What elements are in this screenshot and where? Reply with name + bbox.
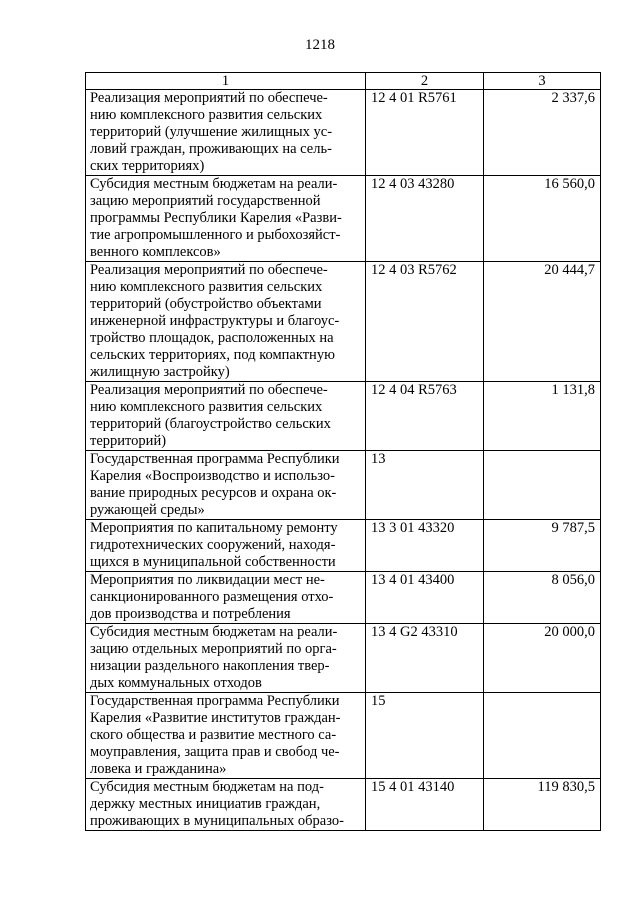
description-line: гидротехнических сооружений, находя-	[90, 537, 336, 553]
column-header-1: 1	[86, 73, 366, 90]
description-line: ружающей среды»	[90, 502, 205, 518]
description-line: Субсидия местным бюджетам на под-	[90, 779, 324, 795]
row-description	[86, 90, 366, 176]
row-code: 13 3 01 43320	[366, 520, 484, 572]
row-code: 12 4 03 43280	[366, 176, 484, 262]
description-line: Субсидия местным бюджетам на реали-	[90, 624, 338, 640]
row-amount: 1 131,8	[484, 382, 601, 451]
description-line: держку местных инициатив граждан,	[90, 796, 321, 812]
table-row	[86, 90, 601, 176]
description-line: территорий)	[90, 433, 167, 449]
description-line: Мероприятия по ликвидации мест не-	[90, 572, 325, 588]
description-line: Карелия «Развитие институтов граждан-	[90, 710, 341, 726]
row-description	[86, 262, 366, 382]
row-amount: 9 787,5	[484, 520, 601, 572]
table-header-row	[86, 73, 601, 90]
description-line: санкционированного размещения отхо-	[90, 589, 334, 605]
row-description	[86, 520, 366, 572]
description-line: моуправления, защита прав и свобод че-	[90, 744, 340, 760]
description-line: территорий (благоустройство сельских	[90, 416, 331, 432]
row-amount: 2 337,6	[484, 90, 601, 176]
description-line: Карелия «Воспроизводство и использо-	[90, 468, 335, 484]
description-line: ских территориях)	[90, 158, 205, 174]
table-row	[86, 176, 601, 262]
row-amount: 20 444,7	[484, 262, 601, 382]
row-code: 15	[366, 693, 484, 779]
description-line: дов производства и потребления	[90, 606, 291, 622]
description-line: Реализация мероприятий по обеспече-	[90, 90, 328, 106]
description-line: Субсидия местным бюджетам на реали-	[90, 176, 338, 192]
row-description	[86, 779, 366, 831]
description-line: проживающих в муниципальных образо-	[90, 813, 344, 829]
description-line: нию комплексного развития сельских	[90, 279, 323, 295]
description-line: Государственная программа Республики	[90, 451, 340, 467]
row-amount: 8 056,0	[484, 572, 601, 624]
table-row	[86, 520, 601, 572]
description-line: жилищную застройку)	[90, 364, 230, 380]
row-amount: 119 830,5	[484, 779, 601, 831]
description-line: территорий (улучшение жилищных ус-	[90, 124, 333, 140]
row-amount: 20 000,0	[484, 624, 601, 693]
row-description	[86, 382, 366, 451]
budget-table	[85, 72, 601, 831]
table-row	[86, 572, 601, 624]
description-line: Государственная программа Республики	[90, 693, 340, 709]
row-code: 13 4 G2 43310	[366, 624, 484, 693]
description-line: Реализация мероприятий по обеспече-	[90, 382, 328, 398]
description-line: низации раздельного накопления твер-	[90, 658, 330, 674]
row-code: 12 4 04 R5763	[366, 382, 484, 451]
description-line: территорий (обустройство объектами	[90, 296, 322, 312]
table-row	[86, 779, 601, 831]
row-code: 13 4 01 43400	[366, 572, 484, 624]
column-header-2: 2	[366, 73, 484, 90]
description-line: тие агропромышленного и рыбохозяйст-	[90, 227, 341, 243]
row-description	[86, 451, 366, 520]
description-line: зацию мероприятий государственной	[90, 193, 321, 209]
description-line: ского общества и развитие местного са-	[90, 727, 337, 743]
table-row	[86, 451, 601, 520]
description-line: нию комплексного развития сельских	[90, 107, 323, 123]
description-line: Реализация мероприятий по обеспече-	[90, 262, 328, 278]
row-code: 12 4 03 R5762	[366, 262, 484, 382]
description-line: инженерной инфраструктуры и благоус-	[90, 313, 340, 329]
row-amount	[484, 693, 601, 779]
description-line: венного комплексов»	[90, 244, 221, 260]
row-description	[86, 176, 366, 262]
page-number: 1218	[305, 37, 335, 53]
row-code: 12 4 01 R5761	[366, 90, 484, 176]
row-amount: 16 560,0	[484, 176, 601, 262]
row-amount	[484, 451, 601, 520]
row-description	[86, 693, 366, 779]
description-line: зацию отдельных мероприятий по орга-	[90, 641, 337, 657]
description-line: вание природных ресурсов и охрана ок-	[90, 485, 337, 501]
description-line: сельских территориях, под компактную	[90, 347, 335, 363]
description-line: программы Республики Карелия «Разви-	[90, 210, 342, 226]
column-header-3: 3	[484, 73, 601, 90]
table-row	[86, 624, 601, 693]
table-row	[86, 262, 601, 382]
description-line: ловий граждан, проживающих на сель-	[90, 141, 332, 157]
description-line: Мероприятия по капитальному ремонту	[90, 520, 338, 536]
description-line: дых коммунальных отходов	[90, 675, 262, 691]
description-line: тройство площадок, расположенных на	[90, 330, 334, 346]
description-line: нию комплексного развития сельских	[90, 399, 323, 415]
description-line: щихся в муниципальной собственности	[90, 554, 336, 570]
row-code: 13	[366, 451, 484, 520]
table-row	[86, 382, 601, 451]
row-code: 15 4 01 43140	[366, 779, 484, 831]
row-description	[86, 572, 366, 624]
row-description	[86, 624, 366, 693]
table-row	[86, 693, 601, 779]
description-line: ловека и гражданина»	[90, 761, 227, 777]
